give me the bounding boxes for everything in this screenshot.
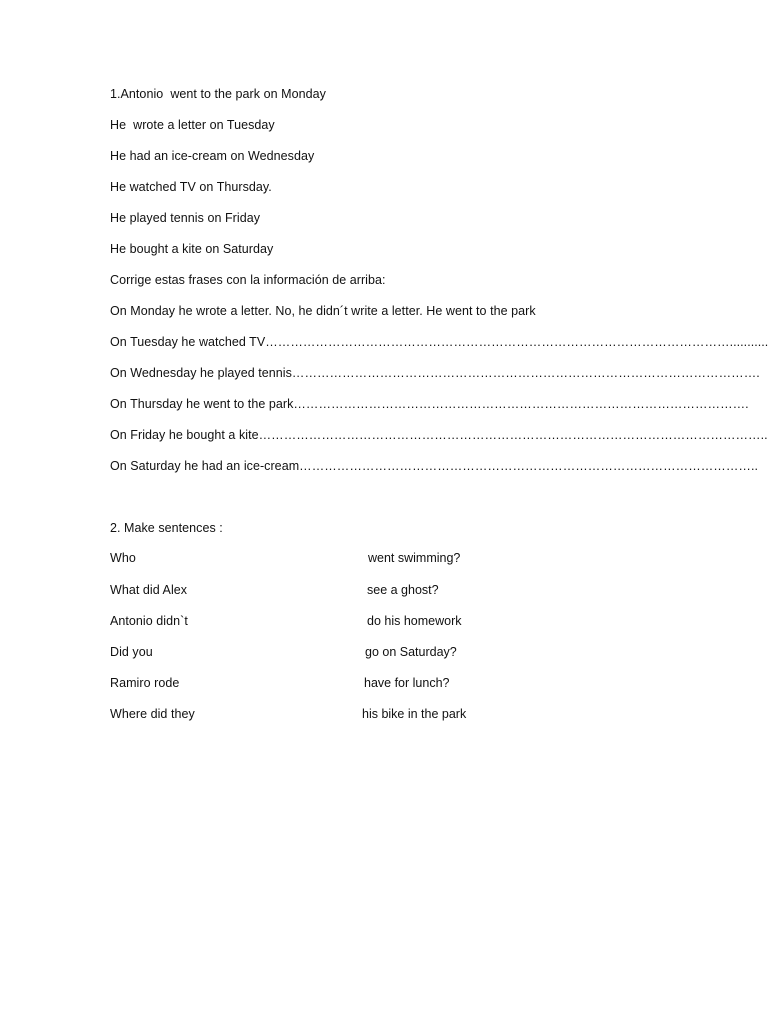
sentence-start: Ramiro rode <box>110 676 180 690</box>
statement-line: He bought a kite on Saturday <box>110 242 274 256</box>
sentence-start: Where did they <box>110 707 195 721</box>
sentence-end: go on Saturday? <box>365 645 457 659</box>
sentence-start: Antonio didn`t <box>110 614 188 628</box>
example-sentence: On Monday he wrote a letter. No, he didn´t write a letter. He went to the park <box>110 304 536 318</box>
statement-line: He watched TV on Thursday. <box>110 180 272 194</box>
sentence-end: have for lunch? <box>364 676 450 690</box>
exercise-line: On Thursday he went to the park………………………………………………………………………………………………. <box>110 397 749 411</box>
sentence-start: Did you <box>110 645 153 659</box>
sentence-end: see a ghost? <box>367 583 439 597</box>
exercise-line: On Saturday he had an ice-cream……………………………………………………………………………………………….. <box>110 459 758 473</box>
statement-line: He wrote a letter on Tuesday <box>110 118 275 132</box>
sentence-end: went swimming? <box>368 551 461 565</box>
exercise-line: On Tuesday he watched TV…………………………………………………………………………………………………........... <box>110 335 768 349</box>
statement-line: He had an ice-cream on Wednesday <box>110 149 315 163</box>
section-title: 2. Make sentences : <box>110 521 223 535</box>
sentence-end: do his homework <box>367 614 462 628</box>
statement-line: He played tennis on Friday <box>110 211 260 225</box>
sentence-start: What did Alex <box>110 583 188 597</box>
sentence-start: Who <box>110 551 136 565</box>
instruction-text: Corrige estas frases con la información de arriba: <box>110 273 386 287</box>
exercise-line: On Wednesday he played tennis…………………………………………………………………………………………………. <box>110 366 760 380</box>
statement-line: 1.Antonio went to the park on Monday <box>110 87 326 101</box>
exercise-line: On Friday he bought a kite………………………………………………………………………………………………………….. <box>110 428 768 442</box>
sentence-end: his bike in the park <box>362 707 467 721</box>
